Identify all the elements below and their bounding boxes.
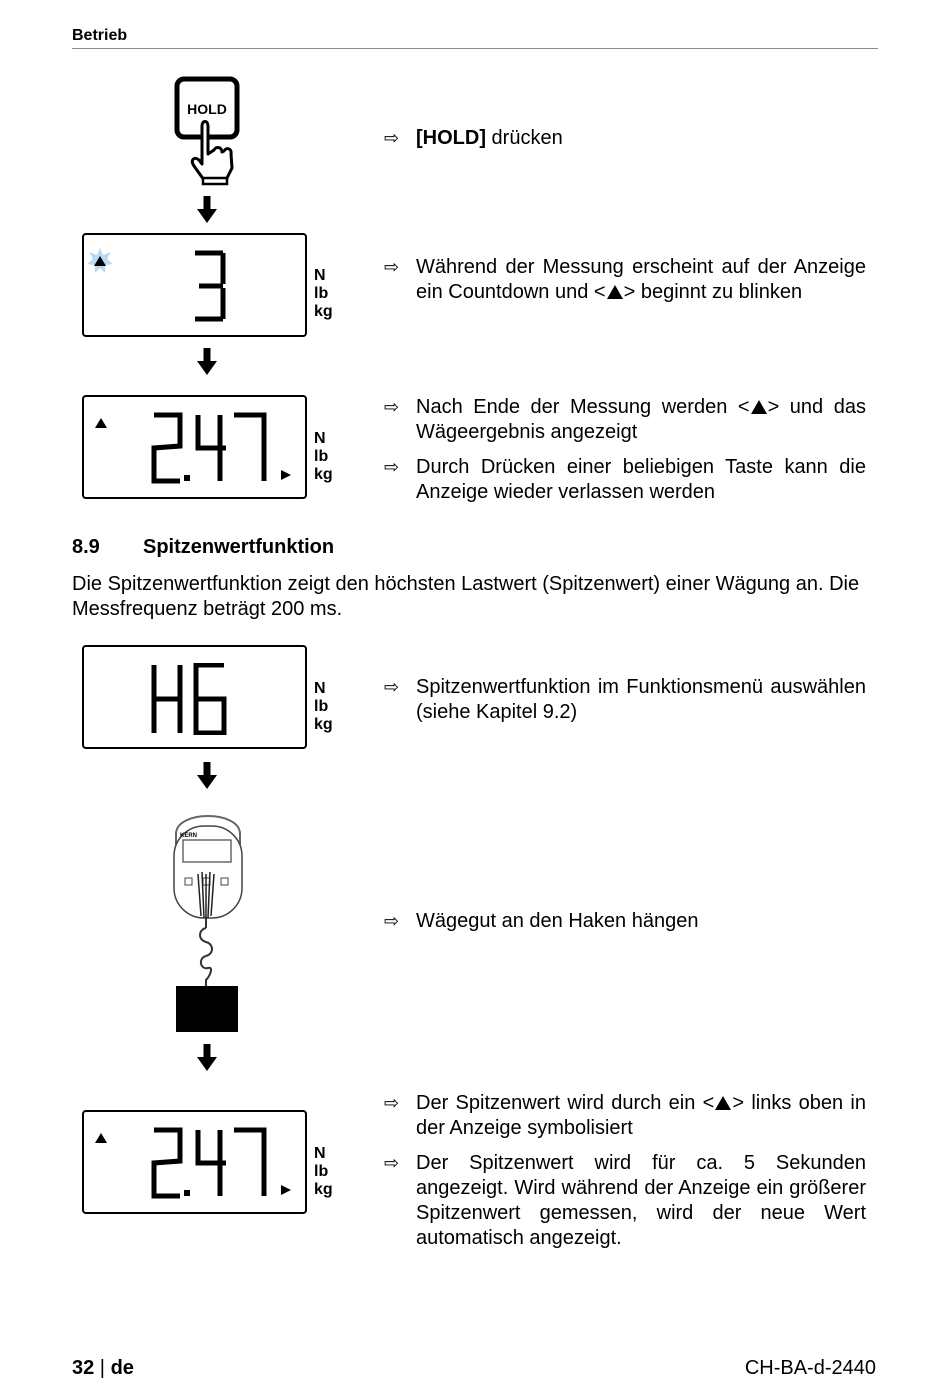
unit-lb: lb [314, 448, 329, 465]
step-exit-display: ⇨ Durch Drücken einer beliebigen Taste kann die Anzeige wieder verlassen werden [384, 456, 866, 503]
blinking-triangle-icon [86, 247, 114, 275]
peak-triangle-icon [94, 417, 108, 429]
section-number: 8.9 [72, 536, 100, 558]
footer-language: de [110, 1357, 134, 1379]
down-arrow-icon [197, 1044, 217, 1072]
unit-n: N [314, 680, 326, 697]
unit-kg: kg [314, 303, 333, 320]
step-peak-duration: ⇨ Der Spitzenwert wird für ca. 5 Sekunden angezeigt. Wird während der Anzeige ein größerer Spitzenwert gemessen, wird der neue Wert automatisch angezeigt. [384, 1152, 866, 1249]
unit-n: N [314, 430, 326, 447]
unit-n: N [314, 1145, 326, 1162]
step-hang-load: ⇨ Wägegut an den Haken hängen [384, 910, 699, 932]
triangle-up-icon [607, 285, 623, 299]
countdown-display [82, 233, 307, 337]
countdown-units [314, 267, 333, 321]
footer-separator: | [94, 1357, 111, 1379]
pointer-right-icon [280, 469, 292, 481]
step-measurement-end: ⇨ Nach Ende der Messung werden < > und das Wägeergebnis angezeigt [384, 396, 866, 443]
page-footer-left [72, 1357, 134, 1380]
peak-triangle-icon [94, 1132, 108, 1144]
result-units [314, 430, 333, 484]
page-number: 32 [72, 1357, 95, 1379]
unit-kg: kg [314, 1181, 333, 1198]
hanging-scale-figure [168, 804, 248, 1036]
step-peak-symbol: ⇨ Der Spitzenwert wird durch ein < > links oben in der Anzeige symbolisiert [384, 1092, 866, 1139]
step-select-function: ⇨ Spitzenwertfunktion im Funktionsmenü auswählen (siehe Kapitel 9.2) [384, 676, 866, 723]
running-header [72, 26, 878, 49]
lcd-digits [150, 411, 272, 485]
lcd-digits [189, 249, 229, 323]
unit-lb: lb [314, 698, 329, 715]
function-units [314, 680, 333, 734]
triangle-up-icon [715, 1096, 731, 1110]
step-arrow-icon: ⇨ [384, 128, 400, 148]
step-arrow-icon: ⇨ [384, 257, 400, 277]
triangle-up-icon [751, 400, 767, 414]
unit-lb: lb [314, 1163, 329, 1180]
step-arrow-icon: ⇨ [384, 911, 400, 931]
step-arrow-icon: ⇨ [384, 1093, 400, 1113]
scale-brand-logo: KERN [180, 833, 198, 839]
hold-key-label: HOLD [187, 101, 227, 117]
section-paragraph: Die Spitzenwertfunktion zeigt den höchsten Lastwert (Spitzenwert) einer Wägung an. Die Messfrequenz beträgt 200 ms. [72, 573, 860, 620]
unit-n: N [314, 267, 326, 284]
hold-key-press-figure [172, 74, 244, 188]
down-arrow-icon [197, 348, 217, 376]
down-arrow-icon [197, 196, 217, 224]
section-title: Spitzenwertfunktion [143, 536, 335, 558]
document-id: CH-BA-d-2440 [744, 1357, 876, 1379]
unit-kg: kg [314, 716, 333, 733]
step-arrow-icon: ⇨ [384, 397, 400, 417]
lcd-digits [150, 1126, 272, 1200]
peak-result-display [82, 1110, 307, 1214]
step-arrow-icon: ⇨ [384, 457, 400, 477]
step-arrow-icon: ⇨ [384, 677, 400, 697]
step-countdown: ⇨ Während der Messung erscheint auf der Anzeige ein Countdown und < > beginnt zu blinken [384, 256, 866, 303]
result-display [82, 395, 307, 499]
unit-lb: lb [314, 285, 329, 302]
peak-result-units [314, 1145, 333, 1199]
down-arrow-icon [197, 762, 217, 790]
function-display [82, 645, 307, 749]
step-press-hold: ⇨ [HOLD] drücken [384, 127, 563, 149]
unit-kg: kg [314, 466, 333, 483]
lcd-digits [150, 663, 232, 735]
header-title: Betrieb [72, 27, 128, 44]
step-arrow-icon: ⇨ [384, 1153, 400, 1173]
pointer-right-icon [280, 1184, 292, 1196]
